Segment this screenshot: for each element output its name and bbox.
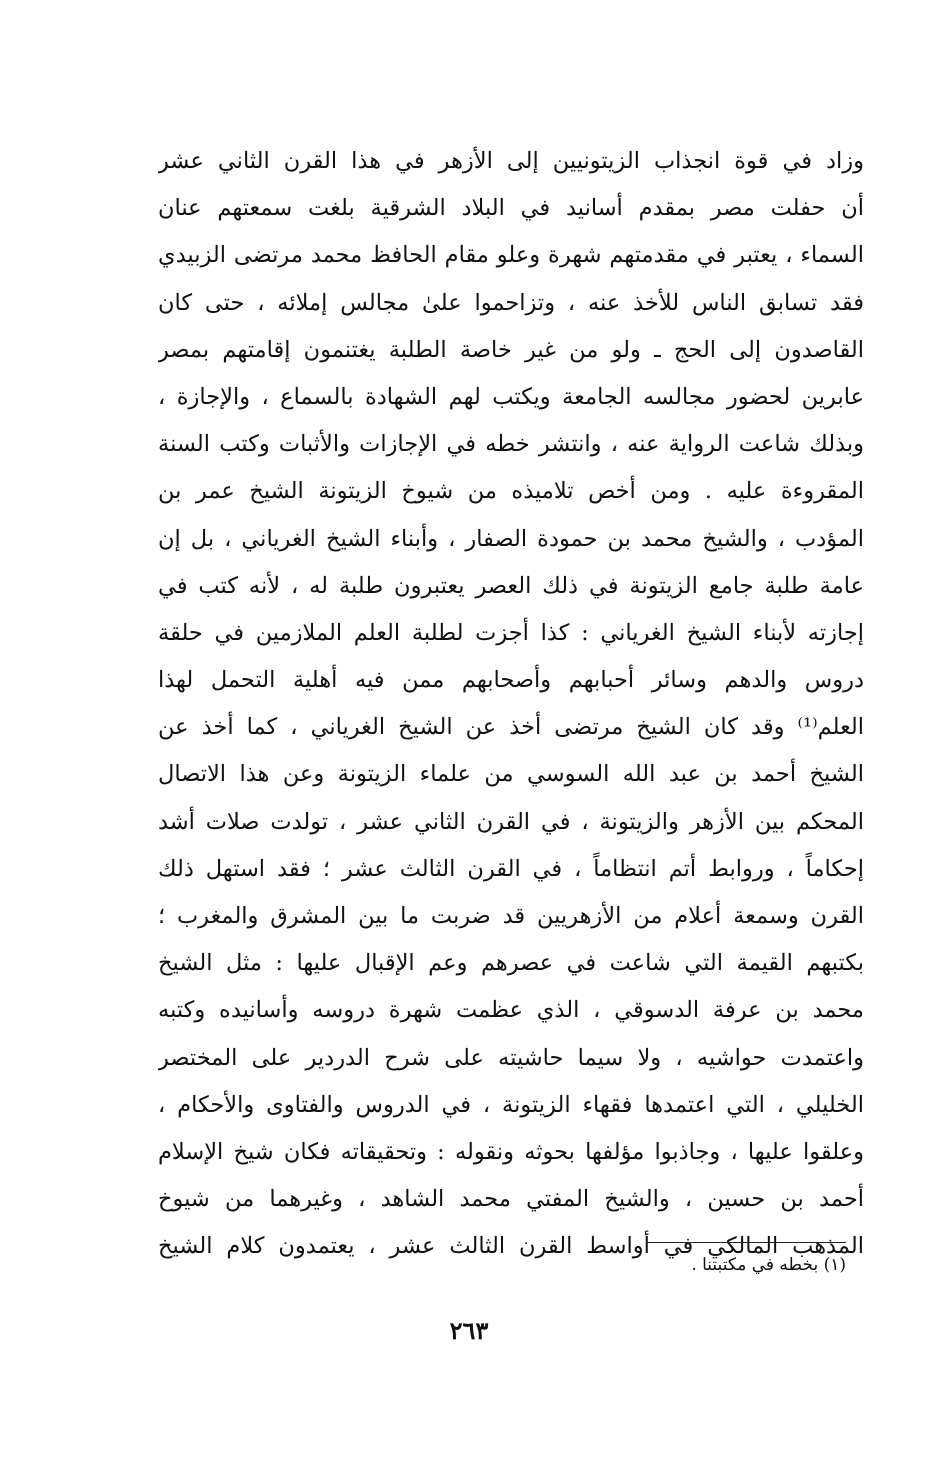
text-line: القرن وسمعة أعلام من الأزهريين قد ضربت ما بين المشرق والمغرب ؛ [158,903,864,929]
text-line: وعلقوا عليها ، وجاذبوا مؤلفها بحوثه ونقوله : وتحقيقاته فكان شيخ الإسلام [158,1138,864,1165]
text-line: المحكم بين الأزهر والزيتونة ، في القرن الثاني عشر ، تولدت صلات أشد [158,808,864,835]
text-line: محمد بن عرفة الدسوقي ، الذي عظمت شهرة دروسه وأسانيده وكتبه [158,997,864,1024]
footnote-divider [646,1242,846,1243]
text-line: المذهب المالكي في أواسط القرن الثالث عشر ، يعتمدون كلام الشيخ [158,1233,864,1260]
text-line: أن حفلت مصر بمقدم أسانيد في البلاد الشرقية بلغت سمعتهم عنان [158,195,864,222]
text-line: وزاد في قوة انجذاب الزيتونيين إلى الأزهر في هذا القرن الثاني عشر [158,148,864,174]
text-line: السماء ، يعتبر في مقدمتهم شهرة وعلو مقام الحافظ محمد مرتضى الزبيدي [158,242,864,269]
footnote: (١) بخطه في مكتبتنا . [691,1255,846,1275]
text-line: وبذلك شاعت الرواية عنه ، وانتشر خطه في الإجازات والأثبات وكتب السنة [158,431,864,458]
text-line: الشيخ أحمد بن عبد الله السوسي من علماء الزيتونة وعن هذا الاتصال [158,761,864,788]
text-line: القاصدون إلى الحج ـ ولو من غير خاصة الطلبة يغتنمون إقامتهم بمصر [158,336,864,363]
text-line: المؤدب ، والشيخ محمد بن حمودة الصفار ، وأبناء الشيخ الغرياني ، بل إن [158,525,864,552]
text-line: دروس والدهم وسائر أحبابهم وأصحابهم ممن فيه أهلية التحمل لهذا [158,667,864,694]
text-line: فقد تسابق الناس للأخذ عنه ، وتزاحموا علىٰ مجالس إملائه ، حتى كان [158,289,864,316]
text-line: إجازته لأبناء الشيخ الغرياني : كذا أجزت لطلبة العلم الملازمين في حلقة [158,619,864,646]
body-text [158,138,864,1271]
text-line: واعتمدت حواشيه ، ولا سيما حاشيته على شرح الدردير على المختصر [158,1044,864,1071]
text-line: عابرين لحضور مجالسه الجامعة ويكتب لهم الشهادة بالسماع ، والإجازة ، [158,383,864,410]
text-line: المقروءة عليه . ومن أخص تلاميذه من شيوخ الزيتونة الشيخ عمر بن [158,478,864,505]
text-line: العلم⁽¹⁾ وقد كان الشيخ مرتضى أخذ عن الشيخ الغرياني ، كما أخذ عن [158,714,864,741]
text-line: إحكاماً ، وروابط أتم انتظاماً ، في القرن الثالث عشر ؛ فقد استهل ذلك [158,855,864,882]
text-line: الخليلي ، التي اعتمدها فقهاء الزيتونة ، في الدروس والفتاوى والأحكام ، [158,1091,864,1118]
text-line: أحمد بن حسين ، والشيخ المفتي محمد الشاهد ، وغيرهما من شيوخ [158,1186,864,1213]
text-line: بكتبهم القيمة التي شاعت في عصرهم وعم الإقبال عليها : مثل الشيخ [158,950,864,977]
text-line: عامة طلبة جامع الزيتونة في ذلك العصر يعتبرون طلبة له ، لأنه كتب في [158,572,864,599]
page-number: ٢٦٣ [449,1316,489,1345]
